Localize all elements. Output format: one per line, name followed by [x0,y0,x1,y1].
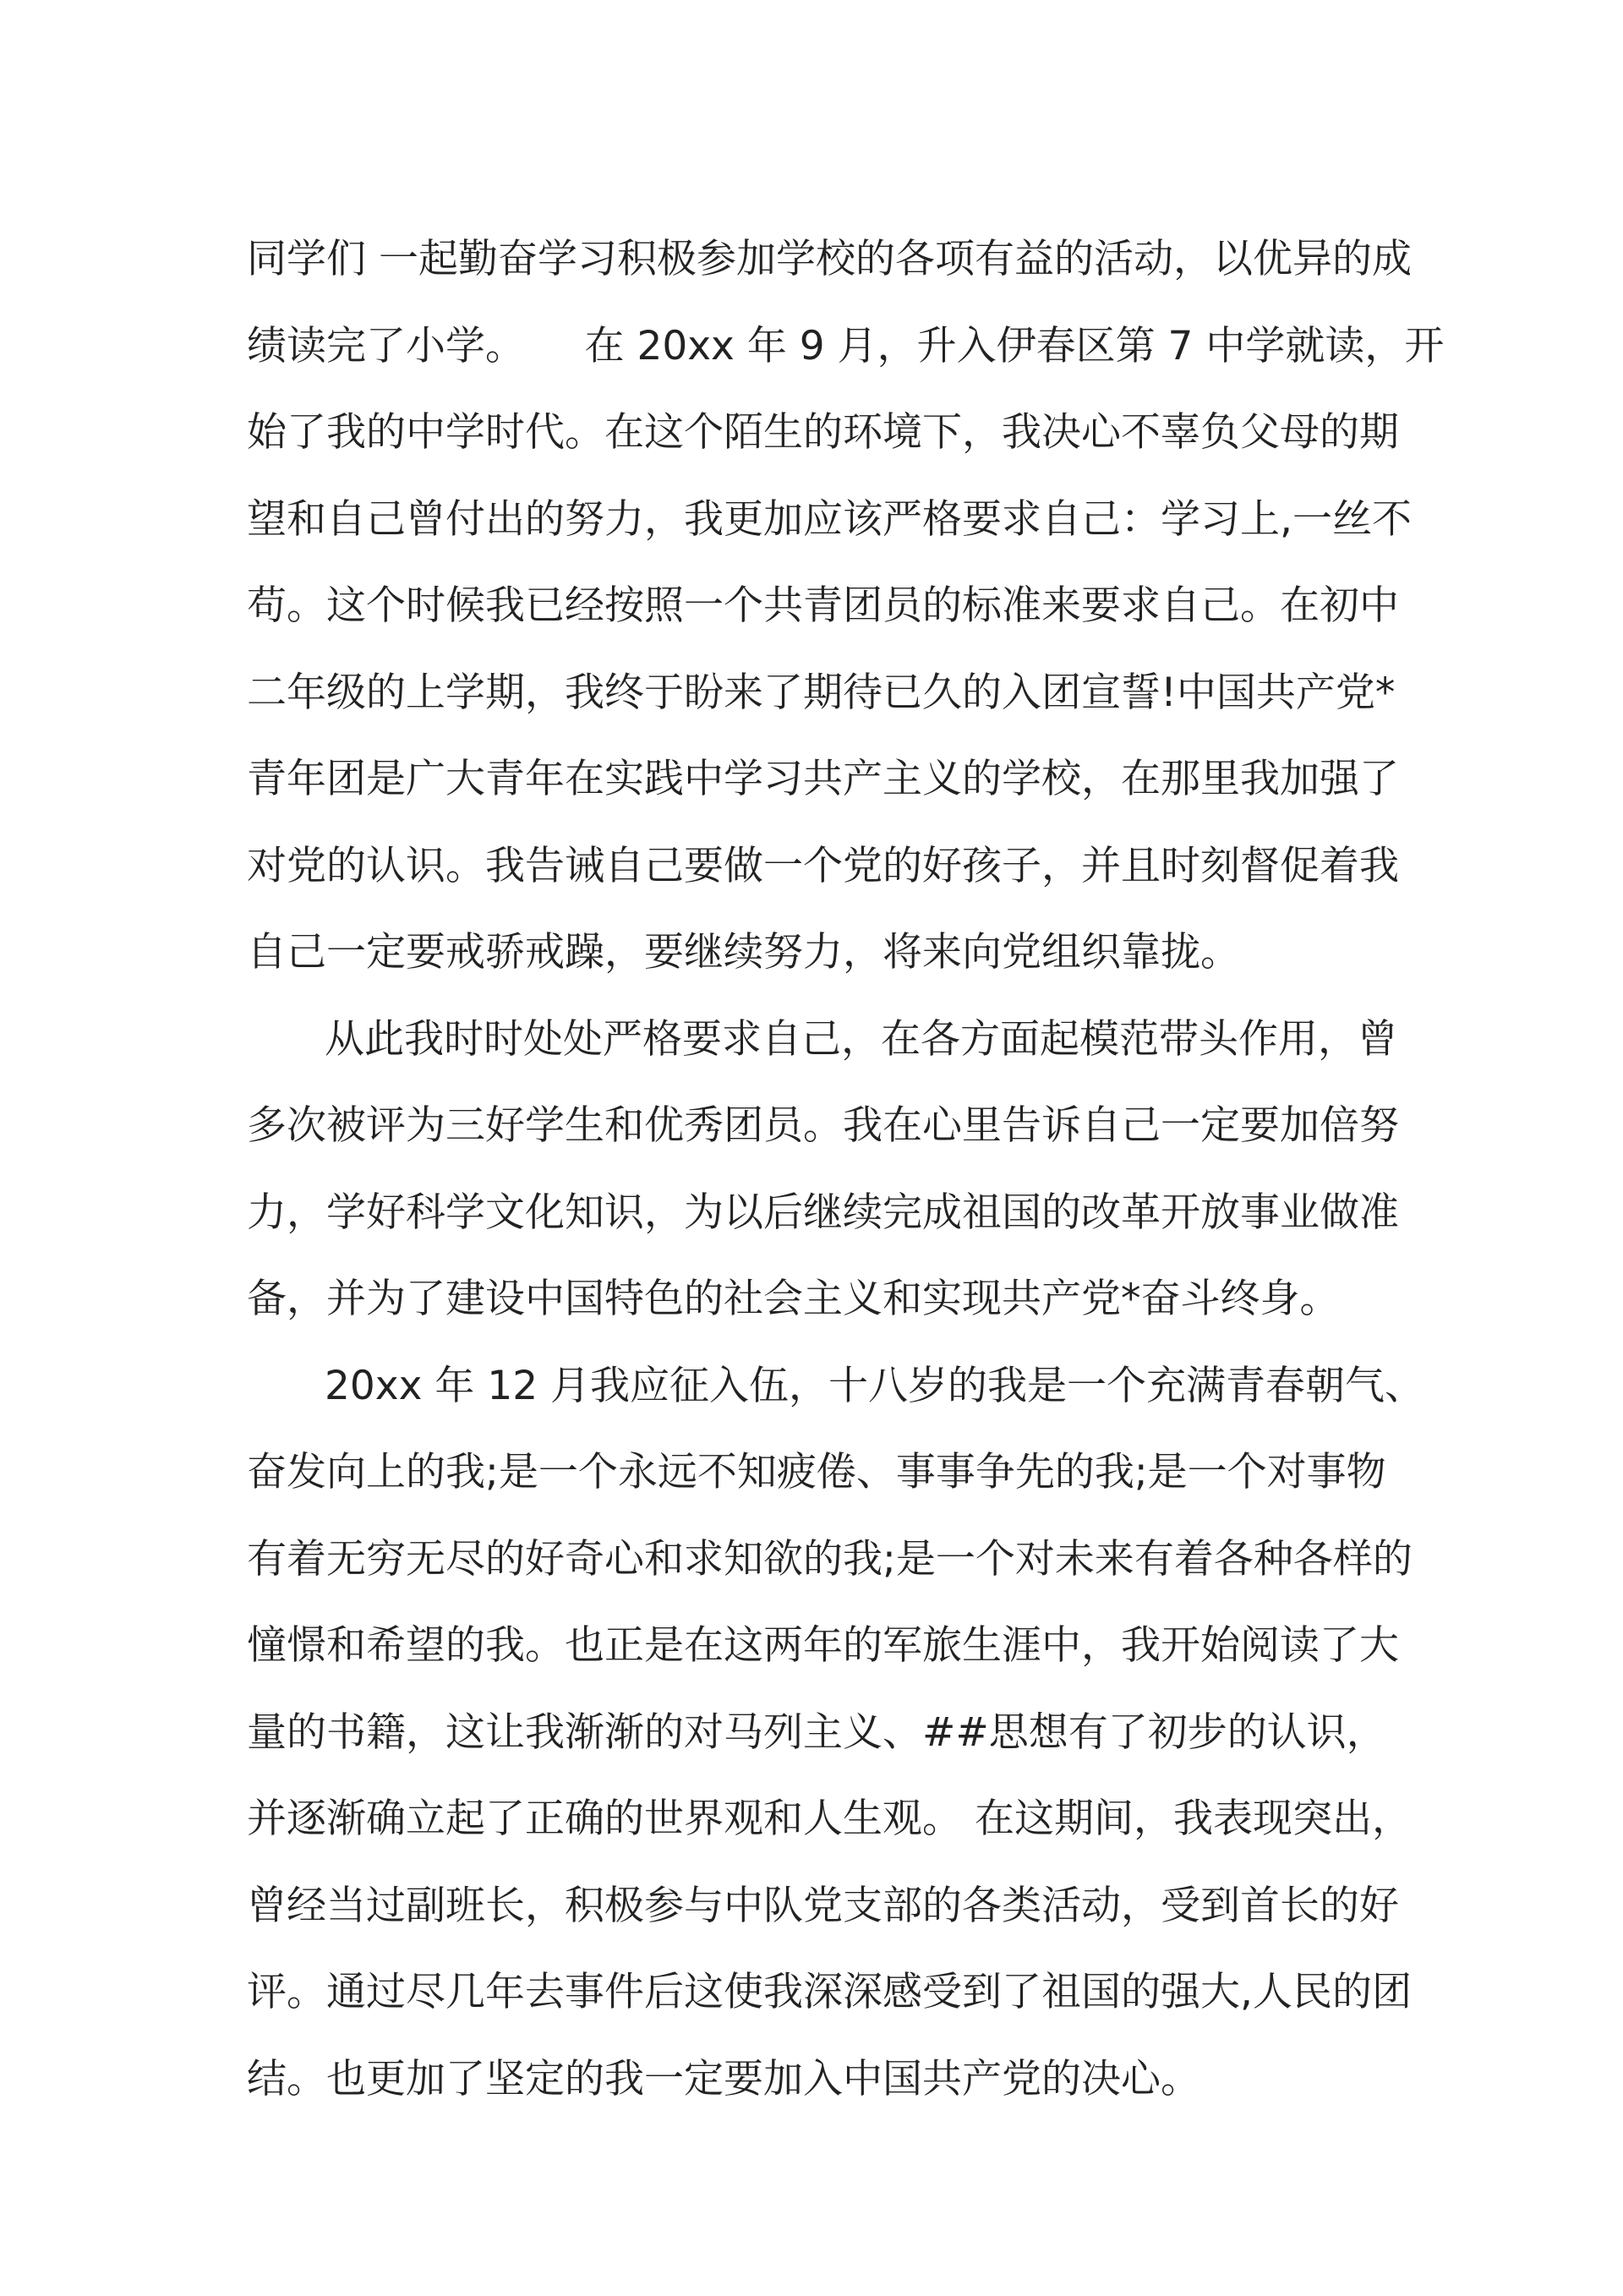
paragraph-1-line-7: 青年团是广大青年在实践中学习共产主义的学校，在那里我加强了 [247,756,1399,802]
paragraph-2-line-3: 力，学好科学文化知识，为以后继续完成祖国的改革开放事业做准 [247,1189,1399,1236]
paragraph-1-line-9: 自己一定要戒骄戒躁，要继续努力，将来向党组织靠拢。 [247,929,1240,976]
paragraph-3-line-9: 结。也更加了坚定的我一定要加入中国共产党的决心。 [247,2055,1200,2102]
paragraph-3-line-7: 曾经当过副班长，积极参与中队党支部的各类活动，受到首长的好 [247,1882,1399,1929]
document-body [247,216,1445,2123]
paragraph-2-line-4: 备，并为了建设中国特色的社会主义和实现共产党*奋斗终身。 [247,1276,1340,1322]
paragraph-1-line-8: 对党的认识。我告诫自己要做一个党的好孩子，并且时刻督促着我 [247,842,1399,889]
paragraph-3-line-5: 量的书籍，这让我渐渐的对马列主义、##思想有了初步的认识， [247,1708,1386,1756]
paragraph-1-line-1: 同学们 一起勤奋学习积极参加学校的各项有益的活动，以优异的成 [247,236,1412,282]
paragraph-3-line-3: 有着无穷无尽的好奇心和求知欲的我;是一个对未来有着各种各样的 [247,1535,1413,1583]
paragraph-1-line-4: 望和自己曾付出的努力，我更加应该严格要求自己：学习上,一丝不 [247,495,1412,543]
paragraph-3-line-4: 憧憬和希望的我。也正是在这两年的军旅生涯中，我开始阅读了大 [247,1622,1399,1669]
paragraph-3-line-6: 并逐渐确立起了正确的世界观和人生观。 在这期间，我表现突出， [247,1796,1412,1842]
paragraph-2-line-1: 从此我时时处处严格要求自己，在各方面起模范带头作用，曾 [325,1015,1397,1063]
paragraph-1-line-2: 绩读完了小学。 在 20xx 年 9 月，升入伊春区第 7 中学就读，开 [247,322,1445,369]
paragraph-3-line-2: 奋发向上的我;是一个永远不知疲倦、事事争先的我;是一个对事物 [247,1449,1386,1495]
paragraph-1-line-5: 苟。这个时候我已经按照一个共青团员的标准来要求自己。在初中 [247,582,1399,629]
paragraph-3-line-8: 评。通过尽几年去事件后这使我深深感受到了祖国的强大,人民的团 [247,1969,1412,2015]
paragraph-3-line-1: 20xx 年 12 月我应征入伍，十八岁的我是一个充满青春朝气、 [325,1362,1425,1409]
paragraph-1-line-6: 二年级的上学期，我终于盼来了期待已久的入团宣誓!中国共产党* [247,669,1396,716]
paragraph-1-line-3: 始了我的中学时代。在这个陌生的环境下，我决心不辜负父母的期 [247,409,1399,456]
paragraph-2-line-2: 多次被评为三好学生和优秀团员。我在心里告诉自己一定要加倍努 [247,1102,1399,1149]
